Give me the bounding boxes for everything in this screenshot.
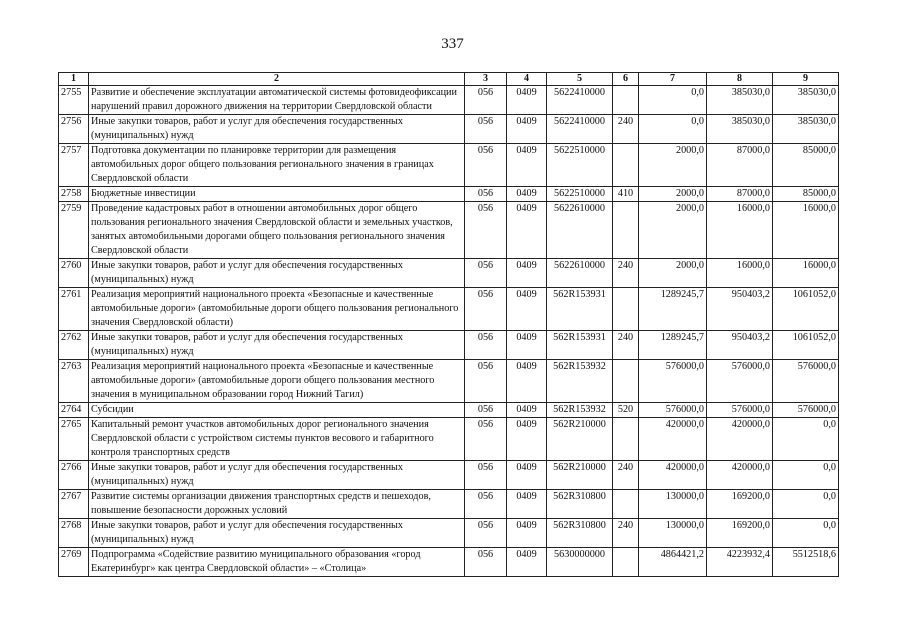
table-row: [59, 86, 839, 115]
amount-year2-cell: 169200,0: [707, 490, 773, 519]
admin-code-cell: 056: [465, 548, 507, 577]
row-name-cell: Капитальный ремонт участков автомобильных дорог регионального значения Свердловской области с устройством системы пунктов весового и габаритного контроля транспортных средств: [89, 418, 465, 461]
table-row: [59, 202, 839, 259]
amount-year2-cell: 576000,0: [707, 360, 773, 403]
row-name-cell: Реализация мероприятий национального проекта «Безопасные и качественные автомобильные дороги» (автомобильные дороги общего пользования местного значения в муниципальном образовании город Нижний Тагил): [89, 360, 465, 403]
amount-year2-cell: 169200,0: [707, 519, 773, 548]
admin-code-cell: 056: [465, 86, 507, 115]
target-code-cell: 5622410000: [547, 115, 613, 144]
section-code-cell: 0409: [507, 360, 547, 403]
amount-year3-cell: 16000,0: [773, 202, 839, 259]
table-row: [59, 461, 839, 490]
section-code-cell: 0409: [507, 548, 547, 577]
table-row: [59, 403, 839, 418]
table-row: [59, 115, 839, 144]
row-name-cell: Иные закупки товаров, работ и услуг для обеспечения государственных (муниципальных) нужд: [89, 259, 465, 288]
admin-code-cell: 056: [465, 115, 507, 144]
amount-year3-cell: 576000,0: [773, 360, 839, 403]
amount-year1-cell: 1289245,7: [639, 331, 707, 360]
amount-year3-cell: 5512518,6: [773, 548, 839, 577]
expense-type-cell: 240: [613, 115, 639, 144]
amount-year1-cell: 4864421,2: [639, 548, 707, 577]
table-header-row: [59, 73, 839, 86]
section-code-cell: 0409: [507, 202, 547, 259]
row-number-cell: 2760: [59, 259, 89, 288]
section-code-cell: 0409: [507, 461, 547, 490]
table-row: [59, 360, 839, 403]
amount-year3-cell: 0,0: [773, 490, 839, 519]
target-code-cell: 5622410000: [547, 86, 613, 115]
row-number-cell: 2757: [59, 144, 89, 187]
section-code-cell: 0409: [507, 86, 547, 115]
row-name-cell: Иные закупки товаров, работ и услуг для обеспечения государственных (муниципальных) нужд: [89, 115, 465, 144]
amount-year1-cell: 2000,0: [639, 202, 707, 259]
table-row: [59, 259, 839, 288]
target-code-cell: 562R310800: [547, 519, 613, 548]
admin-code-cell: 056: [465, 403, 507, 418]
amount-year1-cell: 576000,0: [639, 403, 707, 418]
budget-table: [58, 72, 839, 577]
section-code-cell: 0409: [507, 490, 547, 519]
expense-type-cell: [613, 202, 639, 259]
row-number-cell: 2767: [59, 490, 89, 519]
amount-year1-cell: 130000,0: [639, 519, 707, 548]
target-code-cell: 562R210000: [547, 418, 613, 461]
amount-year3-cell: 0,0: [773, 519, 839, 548]
admin-code-cell: 056: [465, 288, 507, 331]
amount-year3-cell: 1061052,0: [773, 331, 839, 360]
row-name-cell: Подготовка документации по планировке территории для размещения автомобильных дорог общего пользования регионального значения в границах Свердловской области: [89, 144, 465, 187]
amount-year3-cell: 0,0: [773, 418, 839, 461]
table-row: [59, 418, 839, 461]
column-header: 2: [89, 73, 465, 86]
amount-year1-cell: 0,0: [639, 115, 707, 144]
amount-year2-cell: 420000,0: [707, 418, 773, 461]
row-number-cell: 2765: [59, 418, 89, 461]
expense-type-cell: [613, 548, 639, 577]
table-row: [59, 187, 839, 202]
column-header: 8: [707, 73, 773, 86]
expense-type-cell: [613, 144, 639, 187]
amount-year3-cell: 576000,0: [773, 403, 839, 418]
row-name-cell: Субсидии: [89, 403, 465, 418]
row-name-cell: Иные закупки товаров, работ и услуг для обеспечения государственных (муниципальных) нужд: [89, 519, 465, 548]
column-header: 4: [507, 73, 547, 86]
column-header: 9: [773, 73, 839, 86]
amount-year3-cell: 385030,0: [773, 86, 839, 115]
table-row: [59, 490, 839, 519]
amount-year2-cell: 4223932,4: [707, 548, 773, 577]
target-code-cell: 562R310800: [547, 490, 613, 519]
section-code-cell: 0409: [507, 115, 547, 144]
row-number-cell: 2769: [59, 548, 89, 577]
section-code-cell: 0409: [507, 144, 547, 187]
target-code-cell: 5630000000: [547, 548, 613, 577]
admin-code-cell: 056: [465, 187, 507, 202]
row-name-cell: Проведение кадастровых работ в отношении автомобильных дорог общего пользования регионального значения Свердловской области и земельных участков, занятых автомобильными дорогами общего пользования регионального значения Свердловской области: [89, 202, 465, 259]
amount-year1-cell: 0,0: [639, 86, 707, 115]
target-code-cell: 5622510000: [547, 187, 613, 202]
amount-year3-cell: 85000,0: [773, 187, 839, 202]
row-number-cell: 2756: [59, 115, 89, 144]
row-name-cell: Реализация мероприятий национального проекта «Безопасные и качественные автомобильные дороги» (автомобильные дороги общего пользования регионального значения Свердловской области): [89, 288, 465, 331]
amount-year2-cell: 950403,2: [707, 331, 773, 360]
target-code-cell: 562R153932: [547, 403, 613, 418]
row-number-cell: 2766: [59, 461, 89, 490]
target-code-cell: 5622610000: [547, 259, 613, 288]
expense-type-cell: 240: [613, 259, 639, 288]
expense-type-cell: 240: [613, 461, 639, 490]
page-number: 337: [441, 36, 464, 52]
row-number-cell: 2768: [59, 519, 89, 548]
section-code-cell: 0409: [507, 288, 547, 331]
amount-year1-cell: 2000,0: [639, 144, 707, 187]
amount-year3-cell: 16000,0: [773, 259, 839, 288]
row-name-cell: Иные закупки товаров, работ и услуг для обеспечения государственных (муниципальных) нужд: [89, 331, 465, 360]
row-name-cell: Развитие и обеспечение эксплуатации автоматической системы фотовидеофиксации нарушений правил дорожного движения на территории Свердловской области: [89, 86, 465, 115]
section-code-cell: 0409: [507, 331, 547, 360]
admin-code-cell: 056: [465, 519, 507, 548]
section-code-cell: 0409: [507, 418, 547, 461]
target-code-cell: 562R210000: [547, 461, 613, 490]
admin-code-cell: 056: [465, 360, 507, 403]
row-number-cell: 2758: [59, 187, 89, 202]
amount-year1-cell: 2000,0: [639, 187, 707, 202]
amount-year2-cell: 950403,2: [707, 288, 773, 331]
amount-year2-cell: 576000,0: [707, 403, 773, 418]
admin-code-cell: 056: [465, 259, 507, 288]
amount-year1-cell: 1289245,7: [639, 288, 707, 331]
amount-year2-cell: 16000,0: [707, 259, 773, 288]
amount-year1-cell: 420000,0: [639, 418, 707, 461]
admin-code-cell: 056: [465, 144, 507, 187]
row-name-cell: Развитие системы организации движения транспортных средств и пешеходов, повышение безопасности дорожных условий: [89, 490, 465, 519]
expense-type-cell: [613, 418, 639, 461]
expense-type-cell: 520: [613, 403, 639, 418]
row-number-cell: 2755: [59, 86, 89, 115]
expense-type-cell: [613, 86, 639, 115]
row-number-cell: 2763: [59, 360, 89, 403]
expense-type-cell: 240: [613, 519, 639, 548]
target-code-cell: 5622610000: [547, 202, 613, 259]
target-code-cell: 562R153931: [547, 331, 613, 360]
row-name-cell: Подпрограмма «Содействие развитию муниципального образования «город Екатеринбург» как центра Свердловской области» – «Столица»: [89, 548, 465, 577]
table-row: [59, 288, 839, 331]
amount-year1-cell: 576000,0: [639, 360, 707, 403]
amount-year2-cell: 87000,0: [707, 144, 773, 187]
column-header: 7: [639, 73, 707, 86]
table-row: [59, 519, 839, 548]
expense-type-cell: [613, 288, 639, 331]
expense-type-cell: 410: [613, 187, 639, 202]
section-code-cell: 0409: [507, 403, 547, 418]
amount-year3-cell: 0,0: [773, 461, 839, 490]
table-body: [59, 86, 839, 577]
amount-year2-cell: 16000,0: [707, 202, 773, 259]
target-code-cell: 562R153931: [547, 288, 613, 331]
section-code-cell: 0409: [507, 259, 547, 288]
row-name-cell: Бюджетные инвестиции: [89, 187, 465, 202]
row-number-cell: 2762: [59, 331, 89, 360]
admin-code-cell: 056: [465, 490, 507, 519]
column-header: 3: [465, 73, 507, 86]
section-code-cell: 0409: [507, 187, 547, 202]
amount-year3-cell: 1061052,0: [773, 288, 839, 331]
admin-code-cell: 056: [465, 418, 507, 461]
amount-year3-cell: 385030,0: [773, 115, 839, 144]
amount-year1-cell: 2000,0: [639, 259, 707, 288]
expense-type-cell: [613, 360, 639, 403]
column-header: 5: [547, 73, 613, 86]
table-row: [59, 331, 839, 360]
amount-year2-cell: 385030,0: [707, 115, 773, 144]
amount-year2-cell: 385030,0: [707, 86, 773, 115]
row-name-cell: Иные закупки товаров, работ и услуг для обеспечения государственных (муниципальных) нужд: [89, 461, 465, 490]
amount-year1-cell: 130000,0: [639, 490, 707, 519]
target-code-cell: 562R153932: [547, 360, 613, 403]
column-header: 6: [613, 73, 639, 86]
table-row: [59, 548, 839, 577]
admin-code-cell: 056: [465, 202, 507, 259]
amount-year2-cell: 420000,0: [707, 461, 773, 490]
amount-year2-cell: 87000,0: [707, 187, 773, 202]
row-number-cell: 2761: [59, 288, 89, 331]
admin-code-cell: 056: [465, 331, 507, 360]
column-header: 1: [59, 73, 89, 86]
section-code-cell: 0409: [507, 519, 547, 548]
expense-type-cell: 240: [613, 331, 639, 360]
expense-type-cell: [613, 490, 639, 519]
amount-year3-cell: 85000,0: [773, 144, 839, 187]
admin-code-cell: 056: [465, 461, 507, 490]
row-number-cell: 2764: [59, 403, 89, 418]
target-code-cell: 5622510000: [547, 144, 613, 187]
amount-year1-cell: 420000,0: [639, 461, 707, 490]
table-row: [59, 144, 839, 187]
row-number-cell: 2759: [59, 202, 89, 259]
